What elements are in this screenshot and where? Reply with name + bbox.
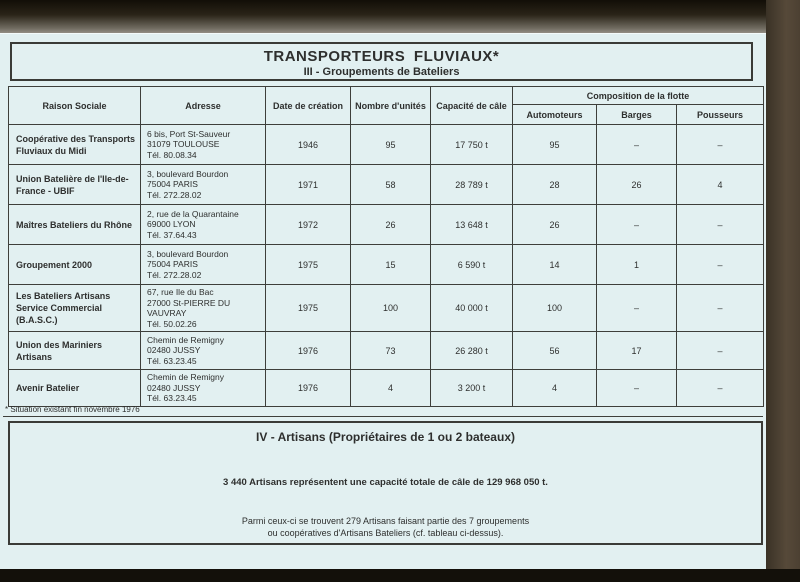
cell-nombre-unites: 100	[351, 285, 431, 332]
cell-date-creation: 1975	[266, 285, 351, 332]
cell-nombre-unites: 4	[351, 370, 431, 407]
cell-barges: –	[597, 285, 677, 332]
cell-adresse: 6 bis, Port St-Sauveur 31079 TOULOUSE Tél. 80.08.34	[141, 125, 266, 165]
cell-automoteurs: 56	[513, 332, 597, 370]
cell-barges: –	[597, 370, 677, 407]
cell-barges: 1	[597, 245, 677, 285]
cell-raison-sociale: Union des Mariniers Artisans	[9, 332, 141, 370]
artisans-capacity-line: 3 440 Artisans représentent une capacité totale de câle de 129 968 050 t.	[223, 477, 548, 488]
table-row	[9, 125, 764, 165]
cell-automoteurs: 14	[513, 245, 597, 285]
cell-adresse: 67, rue Ile du Bac 27000 St-PIERRE DU VAUVRAY Tél. 50.02.26	[141, 285, 266, 332]
cell-pousseurs: –	[677, 245, 764, 285]
cell-automoteurs: 26	[513, 205, 597, 245]
cell-capacite-cale: 13 648 t	[431, 205, 513, 245]
table-row	[9, 370, 764, 407]
table-row	[9, 165, 764, 205]
cell-adresse: 2, rue de la Quarantaine 69000 LYON Tél. 37.64.43	[141, 205, 266, 245]
cell-capacite-cale: 17 750 t	[431, 125, 513, 165]
cell-capacite-cale: 40 000 t	[431, 285, 513, 332]
cell-capacite-cale: 6 590 t	[431, 245, 513, 285]
cell-nombre-unites: 15	[351, 245, 431, 285]
cell-barges: 26	[597, 165, 677, 205]
cell-capacite-cale: 26 280 t	[431, 332, 513, 370]
cell-date-creation: 1976	[266, 332, 351, 370]
artisans-section-title: IV - Artisans (Propriétaires de 1 ou 2 bateaux)	[256, 430, 515, 444]
cell-nombre-unites: 73	[351, 332, 431, 370]
backdrop-top-band	[0, 0, 800, 33]
artisans-note	[10, 515, 761, 539]
cell-pousseurs: –	[677, 285, 764, 332]
backdrop-bottom-band	[0, 569, 800, 582]
cell-automoteurs: 95	[513, 125, 597, 165]
column-header-capacite-cale: Capacité de câle	[431, 87, 513, 125]
cell-raison-sociale: Union Batelière de l'Ile-de-France - UBIF	[9, 165, 141, 205]
cell-adresse: Chemin de Remigny 02480 JUSSY Tél. 63.23.45	[141, 370, 266, 407]
cell-raison-sociale: Les Bateliers Artisans Service Commercial (B.A.S.C.)	[9, 285, 141, 332]
cell-date-creation: 1975	[266, 245, 351, 285]
cell-adresse: 3, boulevard Bourdon 75004 PARIS Tél. 272.28.02	[141, 245, 266, 285]
backdrop-right-band	[766, 0, 800, 582]
artisans-section-box	[8, 421, 763, 545]
cell-capacite-cale: 3 200 t	[431, 370, 513, 407]
cell-pousseurs: 4	[677, 165, 764, 205]
document-title: TRANSPORTEURS FLUVIAUX*	[263, 48, 500, 65]
cell-raison-sociale: Maîtres Bateliers du Rhône	[9, 205, 141, 245]
cell-pousseurs: –	[677, 125, 764, 165]
cell-nombre-unites: 95	[351, 125, 431, 165]
column-header-date-creation: Date de création	[266, 87, 351, 125]
cell-pousseurs: –	[677, 205, 764, 245]
column-header-pousseurs: Pousseurs	[677, 105, 764, 125]
table-row	[9, 245, 764, 285]
document-title-box	[10, 42, 753, 81]
groupements-table	[8, 86, 764, 407]
column-header-automoteurs: Automoteurs	[513, 105, 597, 125]
table-row	[9, 332, 764, 370]
cell-date-creation: 1946	[266, 125, 351, 165]
table-footnote: * Situation existant fin novembre 1976	[3, 405, 763, 417]
cell-barges: 17	[597, 332, 677, 370]
document-subtitle: III - Groupements de Bateliers	[303, 66, 460, 78]
cell-automoteurs: 4	[513, 370, 597, 407]
cell-adresse: Chemin de Remigny 02480 JUSSY Tél. 63.23.45	[141, 332, 266, 370]
cell-date-creation: 1976	[266, 370, 351, 407]
table-row	[9, 205, 764, 245]
cell-capacite-cale: 28 789 t	[431, 165, 513, 205]
cell-pousseurs: –	[677, 370, 764, 407]
cell-date-creation: 1971	[266, 165, 351, 205]
table-row	[9, 285, 764, 332]
cell-barges: –	[597, 205, 677, 245]
cell-nombre-unites: 26	[351, 205, 431, 245]
cell-automoteurs: 28	[513, 165, 597, 205]
column-header-nombre-unites: Nombre d'unités	[351, 87, 431, 125]
cell-date-creation: 1972	[266, 205, 351, 245]
cell-adresse: 3, boulevard Bourdon 75004 PARIS Tél. 272.28.02	[141, 165, 266, 205]
cell-automoteurs: 100	[513, 285, 597, 332]
artisans-note-line-2: ou coopératives d'Artisans Bateliers (cf. tableau ci-dessus).	[267, 528, 504, 538]
cell-nombre-unites: 58	[351, 165, 431, 205]
column-header-barges: Barges	[597, 105, 677, 125]
cell-barges: –	[597, 125, 677, 165]
cell-pousseurs: –	[677, 332, 764, 370]
cell-raison-sociale: Coopérative des Transports Fluviaux du Midi	[9, 125, 141, 165]
cell-raison-sociale: Avenir Batelier	[9, 370, 141, 407]
document-page	[0, 33, 766, 569]
column-group-composition-flotte: Composition de la flotte	[513, 87, 764, 105]
cell-raison-sociale: Groupement 2000	[9, 245, 141, 285]
artisans-note-line-1: Parmi ceux-ci se trouvent 279 Artisans faisant partie des 7 groupements	[241, 516, 530, 526]
column-header-raison-sociale: Raison Sociale	[9, 87, 141, 125]
column-header-adresse: Adresse	[141, 87, 266, 125]
